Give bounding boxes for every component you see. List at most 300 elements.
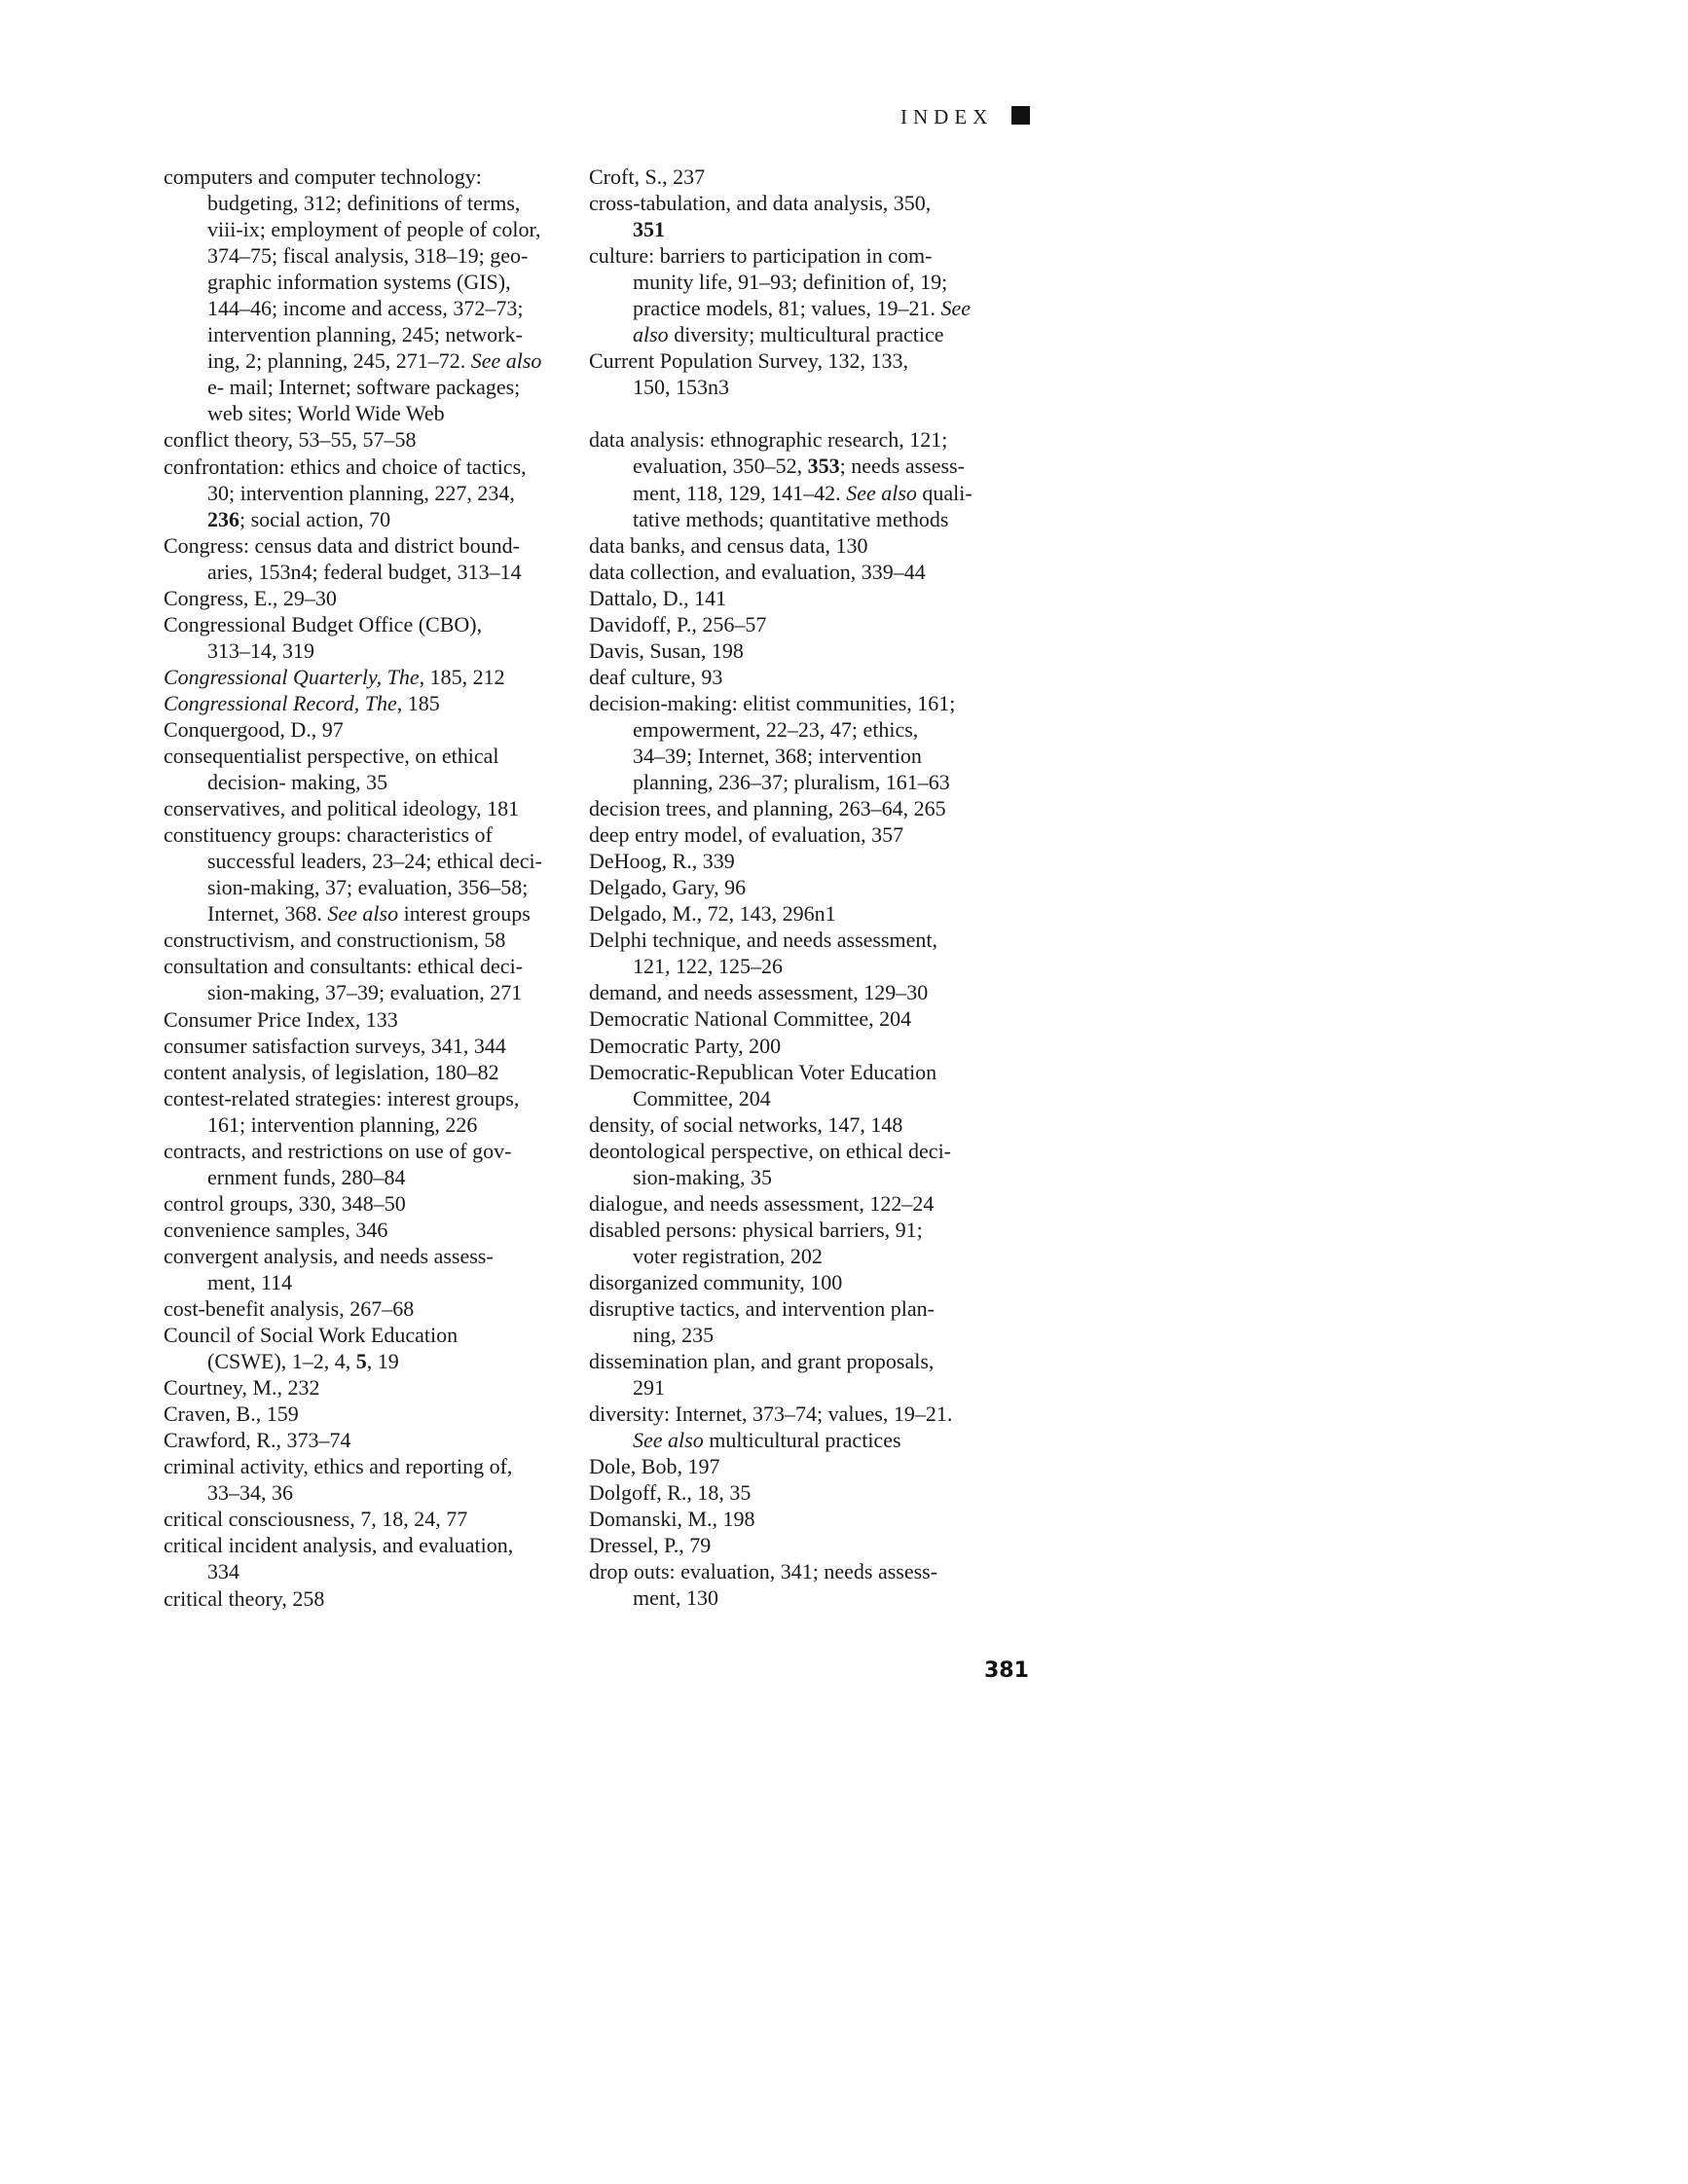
index-entry [164,1217,563,1243]
index-entry-continuation [164,295,563,321]
entry-text: intervention planning, 245; network- [207,322,523,347]
entry-text: Delgado, M., 72, 143, 296n1 [589,901,836,927]
index-entry-continuation [589,480,988,506]
index-entry-line [589,559,988,585]
index-entry [589,1217,988,1269]
entry-bold-locator: 353 [807,454,840,479]
index-entry-line [164,1585,563,1612]
entry-text: 144–46; income and access, 372–73; [207,296,524,321]
entry-text: Consumer Price Index, 133 [164,1006,398,1032]
entry-text: criminal activity, ethics and reporting of, [164,1454,513,1479]
entry-text: Democratic National Committee, 204 [589,1006,912,1032]
index-entry-line [589,1453,988,1479]
page-number: 381 [984,1658,1029,1683]
index-entry-line [589,1269,988,1295]
index-entry [164,953,563,1005]
index-entry [164,821,563,927]
index-entry-line [164,664,563,690]
index-entry [164,1085,563,1138]
index-entry-continuation [589,506,988,532]
index-entry [589,1532,988,1558]
index-entry-line [589,1111,988,1138]
entry-text: ; social action, 70 [239,506,391,531]
index-entry-continuation [164,480,563,506]
index-entry [589,242,988,347]
index-entry [164,1374,563,1401]
entry-text: ment, 114 [207,1269,293,1294]
entry-italic-text: See also [633,1428,704,1453]
entry-bold-locator: 236 [207,506,239,531]
index-entry [164,1006,563,1033]
index-entry-line [164,953,563,979]
entry-text: diversity; multicultural practice [668,322,944,347]
index-entry-line [589,979,988,1005]
entry-text: 334 [207,1559,239,1584]
entry-text: ment, 118, 129, 141–42. [633,480,847,505]
index-entry-line [164,1217,563,1243]
index-entry-continuation [589,374,988,400]
entry-text: convergent analysis, and needs assess- [164,1243,494,1268]
index-entry-continuation [589,953,988,979]
index-entry [589,848,988,874]
index-entry-line [164,1138,563,1164]
index-entry-line [589,1532,988,1558]
entry-italic-text: also [633,322,669,347]
index-entry [164,1401,563,1427]
entry-text: sion-making, 37–39; evaluation, 271 [207,980,523,1005]
index-entry-line [589,1217,988,1243]
index-entry [589,1033,988,1059]
index-entry-continuation [589,1584,988,1611]
entry-text: cross-tabulation, and data analysis, 350, [589,191,932,216]
index-entry-line [589,690,988,716]
entry-text: 34–39; Internet, 368; intervention [633,743,922,768]
running-head-square [1011,106,1030,125]
index-entry [164,1506,563,1532]
index-entry [164,1322,563,1374]
index-entry-continuation [164,637,563,664]
index-entry [589,347,988,400]
index-entry-line [164,1374,563,1401]
index-entry [164,1427,563,1453]
index-entry-line [589,1401,988,1427]
index-entry-continuation [589,716,988,743]
index-entry-continuation [589,743,988,769]
index-entry-line [589,1005,988,1032]
index-entry-line [164,1085,563,1111]
entry-text: Davis, Susan, 198 [589,637,744,663]
index-entry-continuation [589,269,988,295]
index-entry-continuation [164,979,563,1005]
index-entry [589,821,988,848]
index-entry-line [589,1348,988,1374]
index-entry-line [164,1401,563,1427]
index-entry-line [589,242,988,269]
entry-text: Committee, 204 [633,1085,771,1110]
entry-bold-locator: 351 [633,217,665,242]
entry-text: density, of social networks, 147, 148 [589,1111,903,1137]
entry-text: content analysis, of legislation, 180–82 [164,1059,499,1084]
index-entry-line [589,1295,988,1322]
index-entry-continuation [164,874,563,900]
entry-text: data analysis: ethnographic research, 121; [589,427,948,453]
entry-text: critical theory, 258 [164,1585,325,1611]
entry-text: , 185, 212 [419,664,505,689]
entry-text: dissemination plan, and grant proposals, [589,1349,935,1374]
index-entry-line [589,347,988,374]
index-entry-continuation [589,1243,988,1269]
index-entry [164,795,563,821]
index-entry-continuation [164,321,563,347]
index-entry [164,1453,563,1506]
index-entry [589,1269,988,1295]
entry-text: dialogue, and needs assessment, 122–24 [589,1190,935,1216]
index-entry [164,743,563,795]
index-entry-line [164,454,563,480]
entry-text: diversity: Internet, 373–74; values, 19–21. [589,1401,953,1427]
index-entry-line [164,1427,563,1453]
entry-text: interest groups [398,901,531,927]
index-entry-line [589,1033,988,1059]
index-entry-line [164,927,563,953]
entry-text: tative methods; quantitative methods [633,506,949,531]
index-entry-line [589,426,988,453]
entry-text: drop outs: evaluation, 341; needs assess- [589,1559,938,1584]
index-entry-line [164,532,563,559]
index-entry-line [589,927,988,953]
index-entry-line [589,795,988,821]
entry-text: decision- making, 35 [207,770,388,795]
index-entry-line [164,743,563,769]
entry-text: 291 [633,1375,665,1401]
entry-text: cost-benefit analysis, 267–68 [164,1296,415,1322]
index-entry [164,1138,563,1190]
entry-text: consumer satisfaction surveys, 341, 344 [164,1033,506,1058]
entry-text: (CSWE), 1–2, 4, [207,1349,356,1374]
index-entry [589,1558,988,1611]
index-entry-continuation [589,769,988,795]
index-entry [589,611,988,637]
entry-text: graphic information systems (GIS), [207,270,511,295]
entry-text: Congressional Budget Office (CBO), [164,611,483,637]
entry-italic-text: See also [846,480,917,505]
entry-text: multicultural practices [703,1428,901,1453]
entry-text: Democratic-Republican Voter Education [589,1059,937,1084]
index-entry [589,1401,988,1453]
entry-text: Croft, S., 237 [589,164,706,189]
entry-text: practice models, 81; values, 19–21. [633,296,941,321]
index-entry-continuation [589,1322,988,1348]
entry-text: deaf culture, 93 [589,664,723,689]
index-entry [164,1295,563,1322]
entry-text: Congress, E., 29–30 [164,585,337,610]
entry-text: ning, 235 [633,1323,715,1348]
index-entry-line [589,664,988,690]
index-entry [589,1005,988,1032]
index-entry [589,1348,988,1401]
index-entry [164,164,563,426]
entry-text: ernment funds, 280–84 [207,1164,406,1189]
index-entry [589,1506,988,1532]
index-entry [164,1532,563,1584]
index-entry-line [589,1190,988,1217]
entry-text: 374–75; fiscal analysis, 318–19; geo- [207,243,529,269]
letter-group-gap [589,400,988,426]
entry-text: disabled persons: physical barriers, 91; [589,1217,923,1242]
index-entry [164,1243,563,1295]
entry-text: Dattalo, D., 141 [589,585,727,610]
index-entry-line [164,795,563,821]
entry-text: e- mail; Internet; software packages; [207,375,521,400]
entry-text: 121, 122, 125–26 [633,954,783,979]
index-entry-continuation [164,1558,563,1584]
entry-text: deontological perspective, on ethical deci- [589,1138,952,1163]
entry-text: critical incident analysis, and evaluation, [164,1533,514,1558]
entry-text: culture: barriers to participation in com- [589,243,933,269]
entry-text: Internet, 368. [207,901,328,927]
entry-text: ; needs assess- [839,454,965,479]
index-entry [164,1059,563,1085]
entry-text: constructivism, and constructionism, 58 [164,928,506,953]
entry-text: Council of Social Work Education [164,1323,459,1348]
index-entry-continuation [589,216,988,242]
index-entry-line [589,1558,988,1584]
index-entry-line [589,1059,988,1085]
entry-text: ment, 130 [633,1585,718,1611]
index-entry-continuation [164,559,563,585]
entry-text: Dole, Bob, 197 [589,1454,720,1479]
index-entry [589,1295,988,1348]
index-entry [589,900,988,927]
index-entry-continuation [164,1348,563,1374]
index-entry-line [164,1033,563,1059]
index-entry [589,664,988,690]
entry-text: Dressel, P., 79 [589,1533,712,1558]
entry-text: Delgado, Gary, 96 [589,875,747,900]
index-entry [164,611,563,664]
index-entry [164,1033,563,1059]
index-entry-continuation [164,216,563,242]
entry-text: 33–34, 36 [207,1480,293,1506]
entry-text: , 19 [366,1349,399,1374]
index-entry-line [589,821,988,848]
entry-text: disorganized community, 100 [589,1269,843,1294]
entry-italic-text: See [940,296,972,321]
entry-text: evaluation, 350–52, [633,454,808,479]
index-entry-line [589,848,988,874]
entry-text: successful leaders, 23–24; ethical deci- [207,849,542,874]
entry-text: decision trees, and planning, 263–64, 265 [589,796,946,821]
index-entry-continuation [589,1427,988,1453]
entry-text: constituency groups: characteristics of [164,822,493,848]
index-entry [589,795,988,821]
entry-text: Craven, B., 159 [164,1401,299,1427]
index-entry-line [164,1506,563,1532]
entry-text: deep entry model, of evaluation, 357 [589,822,904,848]
index-entry-line [164,1295,563,1322]
index-entry-line [164,1243,563,1269]
entry-text: Courtney, M., 232 [164,1375,320,1401]
entry-text: 150, 153n3 [633,375,729,400]
entry-text: Domanski, M., 198 [589,1507,755,1532]
index-entry [589,874,988,900]
entry-text: demand, and needs assessment, 129–30 [589,980,929,1005]
entry-text: data collection, and evaluation, 339–44 [589,559,926,584]
index-entry-line [164,164,563,190]
index-entry-continuation [164,506,563,532]
entry-text: quali- [916,480,972,505]
index-entry-continuation [164,374,563,400]
index-entry-line [589,1479,988,1506]
entry-text: Current Population Survey, 132, 133, [589,348,908,374]
index-entry [164,1585,563,1612]
index-entry-line [589,1138,988,1164]
index-entry [589,1059,988,1111]
entry-text: Davidoff, P., 256–57 [589,611,767,637]
index-entry [164,454,563,532]
index-entry-line [164,821,563,848]
entry-text: Dolgoff, R., 18, 35 [589,1480,752,1506]
index-entry-continuation [589,453,988,479]
index-entry [164,585,563,611]
index-entry-line [589,611,988,637]
entry-text: viii-ix; employment of people of color, [207,217,541,242]
index-entry [589,585,988,611]
index-entry [589,1190,988,1217]
entry-bold-locator: 5 [355,1349,367,1374]
index-entry-continuation [589,1164,988,1190]
index-entry-continuation [164,269,563,295]
entry-text: voter registration, 202 [633,1243,823,1268]
entry-text: computers and computer technology: [164,164,482,189]
entry-text: ing, 2; planning, 245, 271–72. [207,348,471,374]
index-entry-continuation [589,1085,988,1111]
entry-text: consequentialist perspective, on ethical [164,744,499,769]
entry-italic-text: See also [470,348,542,374]
index-entry-continuation [164,1111,563,1138]
index-entry-line [589,900,988,927]
entry-italic-text: See also [327,901,399,927]
entry-text: control groups, 330, 348–50 [164,1190,406,1216]
entry-text: munity life, 91–93; definition of, 19; [633,270,948,295]
entry-text: 313–14, 319 [207,637,314,663]
entry-text: empowerment, 22–23, 47; ethics, [633,716,919,742]
index-entry-line [164,611,563,637]
index-entry-continuation [589,295,988,321]
entry-text: consultation and consultants: ethical deci- [164,954,524,979]
index-entry-continuation [164,769,563,795]
index-entry [589,1453,988,1479]
index-entry [164,690,563,716]
index-entry-line [164,1453,563,1479]
index-entry [164,716,563,743]
index-entry [589,532,988,559]
entry-text: conflict theory, 53–55, 57–58 [164,427,417,453]
index-entry-continuation [164,400,563,426]
index-entry-line [589,164,988,190]
index-entry-continuation [589,321,988,347]
entry-text: contest-related strategies: interest groups, [164,1085,520,1110]
index-entry [589,164,988,190]
index-entry-line [164,1532,563,1558]
entry-text: web sites; World Wide Web [207,401,445,426]
entry-text: Democratic Party, 200 [589,1033,782,1058]
index-entry [164,426,563,453]
index-entry [164,532,563,585]
index-entry-continuation [164,900,563,927]
index-entry [589,1111,988,1138]
index-entry-line [589,532,988,559]
index-entry-line [589,637,988,664]
index-entry-line [164,426,563,453]
entry-text: Delphi technique, and needs assessment, [589,928,938,953]
index-entry-line [164,1190,563,1217]
index-entry-continuation [164,242,563,269]
index-entry [589,190,988,242]
entry-text: confrontation: ethics and choice of tactics, [164,454,527,479]
entry-text: aries, 153n4; federal budget, 313–14 [207,559,522,584]
running-head: INDEX [900,105,994,128]
entry-text: critical consciousness, 7, 18, 24, 77 [164,1507,468,1532]
index-entry-continuation [164,347,563,374]
index-entry-line [589,1506,988,1532]
entry-italic-text: Congressional Record, The [164,690,397,715]
entry-text: decision-making: elitist communities, 161; [589,690,956,715]
index-entry [589,1138,988,1190]
entry-text: 30; intervention planning, 227, 234, [207,480,515,505]
index-entry [589,979,988,1005]
index-entry-line [589,874,988,900]
index-entry-continuation [164,848,563,874]
index-entry [164,1190,563,1217]
entry-text: convenience samples, 346 [164,1217,388,1242]
index-entry-line [164,716,563,743]
index-entry-line [589,190,988,216]
entry-text: Congress: census data and district bound- [164,532,520,558]
index-entry-continuation [164,190,563,216]
entry-text: sion-making, 35 [633,1164,772,1189]
index-entry [589,559,988,585]
entry-text: Crawford, R., 373–74 [164,1428,351,1453]
index-entry-line [164,1006,563,1033]
index-entry-line [589,585,988,611]
entry-text: data banks, and census data, 130 [589,532,868,558]
entry-text: 161; intervention planning, 226 [207,1111,478,1137]
index-entry [589,426,988,531]
index-entry-continuation [164,1164,563,1190]
index-entry-continuation [589,1374,988,1401]
index-entry [589,927,988,979]
entry-text: budgeting, 312; definitions of terms, [207,191,521,216]
index-entry-line [164,585,563,611]
index-entry [164,664,563,690]
index-column-right [589,164,988,1612]
index-entry-line [164,690,563,716]
index-entry [164,927,563,953]
entry-text: conservatives, and political ideology, 181 [164,796,520,821]
index-entry [589,690,988,795]
entry-text: DeHoog, R., 339 [589,849,735,874]
entry-text: , 185 [396,690,440,715]
index-entry [589,1479,988,1506]
entry-text: contracts, and restrictions on use of gov- [164,1138,512,1163]
index-entry-line [164,1322,563,1348]
entry-text: sion-making, 37; evaluation, 356–58; [207,875,529,900]
index-entry-continuation [164,1269,563,1295]
entry-text: planning, 236–37; pluralism, 161–63 [633,770,950,795]
entry-text: Conquergood, D., 97 [164,716,344,742]
entry-text: disruptive tactics, and intervention plan- [589,1295,935,1321]
